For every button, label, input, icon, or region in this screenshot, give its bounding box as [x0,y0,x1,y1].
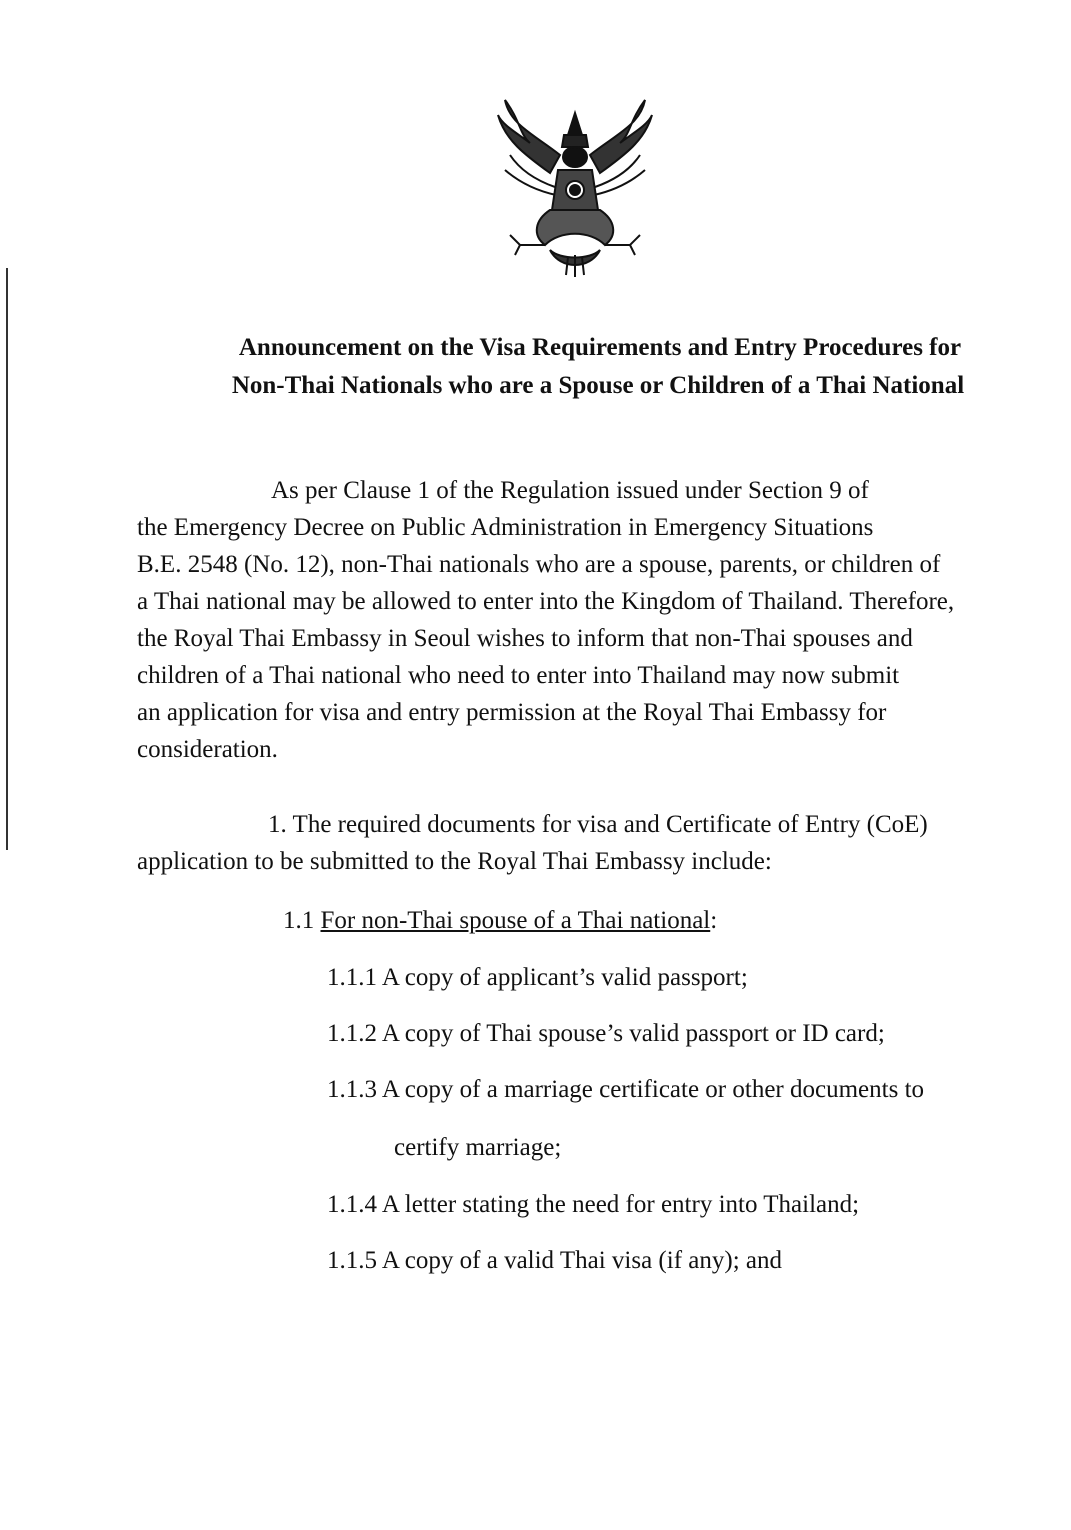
subsection-label: For non-Thai spouse of a Thai national [320,907,711,934]
intro-line: As per Clause 1 of the Regulation issued under Section 9 of [271,477,869,504]
garuda-emblem-icon [490,95,660,280]
intro-line: a Thai national may be allowed to enter into the Kingdom of Thailand. Therefore, [137,588,955,615]
intro-line: an application for visa and entry permission at the Royal Thai Embassy for [137,699,887,726]
list-item: 1.1.3 A copy of a marriage certificate or other documents to [327,1076,925,1103]
subsection-1-1-heading [283,906,717,936]
section-1-line: application to be submitted to the Royal Thai Embassy include: [137,848,772,875]
section-1-line: 1. The required documents for visa and Certificate of Entry (CoE) [268,811,928,838]
list-item-continuation: certify marriage; [394,1134,562,1161]
subsection-number: 1.1 [283,907,315,934]
announcement-title-line-2: Non-Thai Nationals who are a Spouse or Children of a Thai National [231,372,965,399]
list-item: 1.1.5 A copy of a valid Thai visa (if any); and [327,1247,782,1274]
intro-line: children of a Thai national who need to enter into Thailand may now submit [137,662,900,689]
announcement-title-line-1: Announcement on the Visa Requirements and Entry Procedures for [238,334,962,361]
subsection-suffix: : [710,907,718,934]
list-item: 1.1.1 A copy of applicant’s valid passport; [327,964,748,991]
intro-line: B.E. 2548 (No. 12), non-Thai nationals who are a spouse, parents, or children of [137,551,941,578]
list-item: 1.1.4 A letter stating the need for entry into Thailand; [327,1191,860,1218]
intro-line: the Emergency Decree on Public Administration in Emergency Situations [137,514,874,541]
intro-line: consideration. [137,736,278,763]
intro-line: the Royal Thai Embassy in Seoul wishes to inform that non-Thai spouses and [137,625,913,652]
list-item: 1.1.2 A copy of Thai spouse’s valid passport or ID card; [327,1020,885,1047]
